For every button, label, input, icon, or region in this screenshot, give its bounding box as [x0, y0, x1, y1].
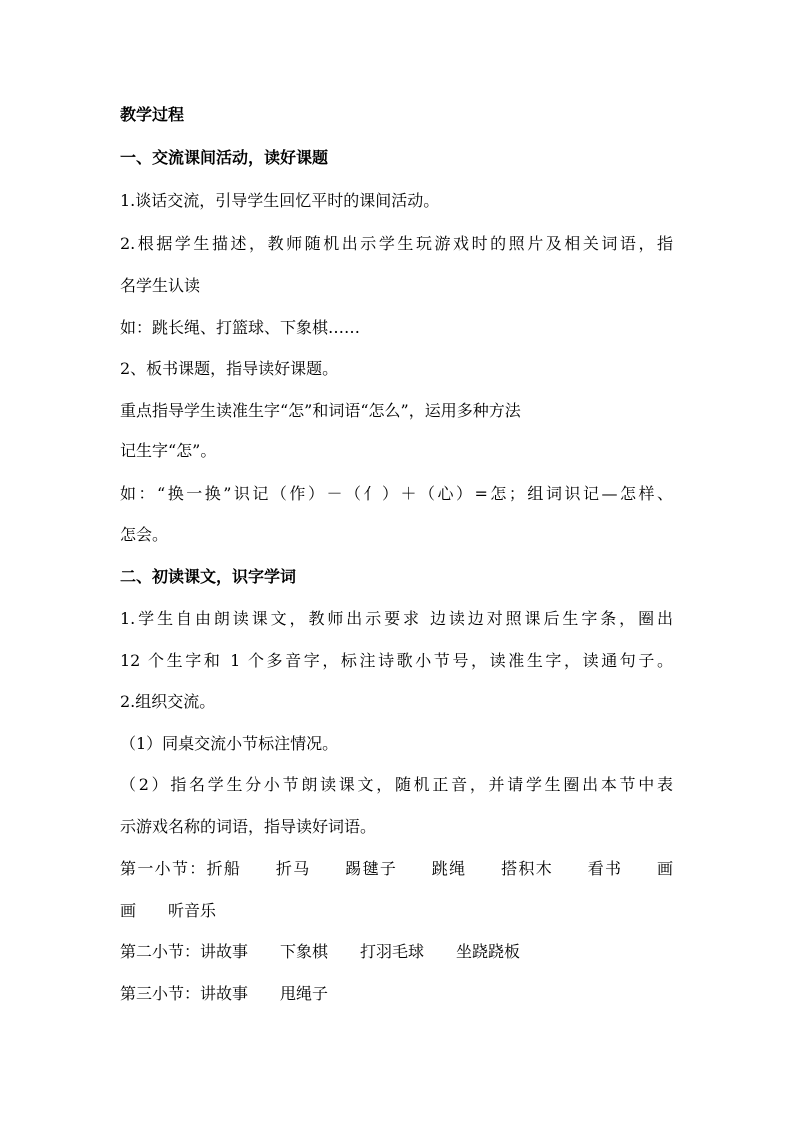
section-heading: 二、初读课文，识字学词: [120, 567, 297, 586]
paragraph-line: 12 个生字和 1 个多音字，标注诗歌小节号，读准生字，读通句子。: [120, 651, 673, 670]
paragraph-line: 第二小节：讲故事 下象棋 打羽毛球 坐跷跷板: [120, 942, 521, 961]
paragraph-line: 重点指导学生读准生字“怎”和词语“怎么”，运用多种方法: [120, 401, 521, 420]
paragraph-line: 名学生认读: [120, 276, 201, 295]
paragraph-line: 第三小节：讲故事 甩绳子: [120, 984, 329, 1003]
paragraph-line: （2）指名学生分小节朗读课文，随机正音，并请学生圈出本节中表: [120, 775, 673, 794]
paragraph-line: 示游戏名称的词语，指导读好词语。: [120, 817, 377, 836]
paragraph-line: 画 听音乐: [120, 901, 217, 920]
paragraph-line: （1）同桌交流小节标注情况。: [120, 734, 339, 753]
paragraph-line: 第一小节：折船 折马 踢毽子 跳绳 搭积木 看书 画: [120, 859, 673, 878]
section-heading: 一、交流课间活动，读好课题: [120, 148, 329, 167]
paragraph-line: 2.根据学生描述，教师随机出示学生玩游戏时的照片及相关词语，指: [120, 234, 673, 253]
paragraph-line: 记生字“怎”。: [120, 441, 217, 460]
paragraph-line: 1.学生自由朗读课文，教师出示要求 边读边对照课后生字条，圈出: [120, 609, 673, 628]
paragraph-line: 2.组织交流。: [120, 692, 216, 711]
paragraph-line: 如：“换一换”识记（作）－（亻）＋（心）=怎；组词识记—怎样、: [120, 484, 673, 503]
paragraph-line: 1.谈话交流，引导学生回忆平时的课间活动。: [120, 191, 440, 210]
section-heading: 教学过程: [120, 105, 185, 124]
paragraph-line: 2、板书课题，指导读好课题。: [120, 359, 339, 378]
paragraph-line: 怎会。: [120, 525, 169, 544]
paragraph-line: 如：跳长绳、打篮球、下象棋……: [120, 318, 361, 337]
